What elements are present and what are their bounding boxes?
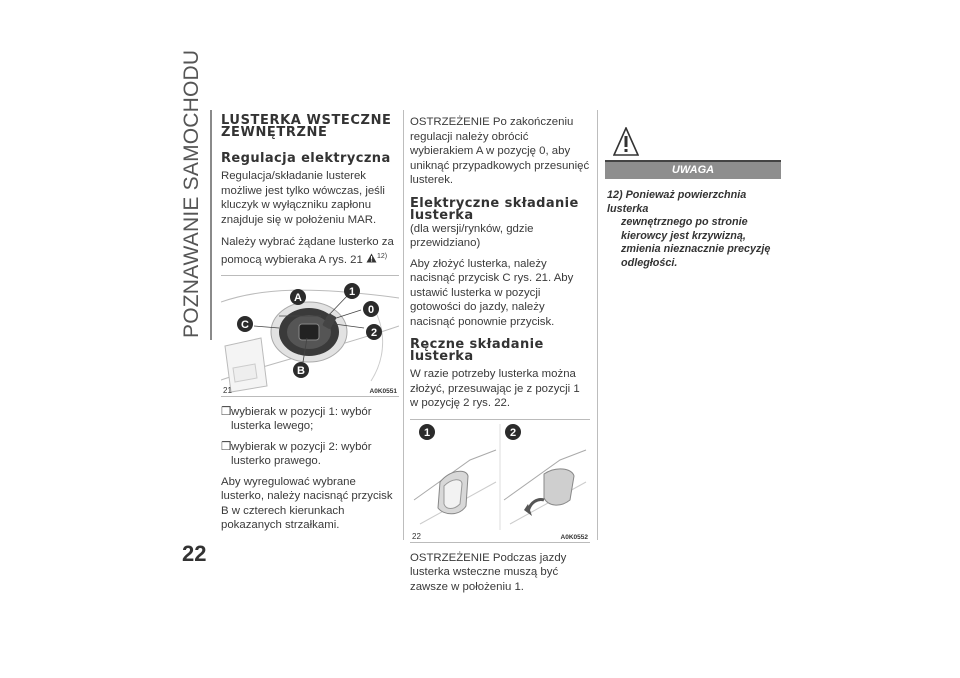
column-divider bbox=[403, 110, 404, 540]
note-number: 12) bbox=[607, 189, 623, 201]
section-heading: LUSTERKA WSTECZNE ZEWNĘTRZNE bbox=[221, 113, 392, 140]
figure-number: 21 bbox=[223, 385, 232, 395]
column-2 bbox=[410, 115, 590, 602]
list-item: ❒ wybierak w pozycji 1: wybór lusterka lewego; bbox=[221, 405, 372, 433]
page-number: 22 bbox=[182, 541, 207, 566]
paragraph: Regulacja/składanie lusterek możliwe jest tylko wówczas, jeśli kluczyk w wyłączniku zapłonu znajduje się w położeniu MAR. bbox=[221, 170, 385, 226]
section-side-tab bbox=[180, 49, 212, 340]
section-title: POZNAWANIE SAMOCHODU bbox=[180, 49, 203, 338]
figure-22 bbox=[410, 419, 590, 543]
subsection-heading: Ręczne składanie lusterka bbox=[410, 337, 544, 364]
column-3 bbox=[605, 115, 781, 270]
paragraph: OSTRZEŻENIE Podczas jazdy lusterka wsteczne muszą być zawsze w położeniu 1. bbox=[410, 551, 567, 593]
paragraph: Aby złożyć lusterka, należy nacisnąć przycisk C rys. 21. Aby ustawić lusterka w pozycji gotowości do jazdy, należy nacisnąć ponownie przycisk. bbox=[410, 257, 574, 328]
paragraph: W razie potrzeby lusterka można złożyć, przesuwając je z pozycji 1 w pozycję 2 rys. 22. bbox=[410, 368, 580, 409]
label-1: 1 bbox=[348, 285, 356, 298]
mirror-folding-illustration bbox=[410, 420, 590, 542]
warning-icon bbox=[366, 253, 377, 263]
label-c: C bbox=[241, 318, 249, 331]
column-divider bbox=[597, 110, 598, 540]
list-item: ❒ wybierak w pozycji 2: wybór lusterko prawego. bbox=[221, 440, 372, 468]
figure-number: 22 bbox=[412, 531, 421, 541]
paragraph: OSTRZEŻENIE Po zakończeniu regulacji należy obrócić wybierakiem A w pozycję 0, aby uniknąć przypadkowych przesunięć lusterek. bbox=[410, 116, 590, 186]
figure-code: A0K0552 bbox=[560, 533, 588, 541]
footnote: 12) Ponieważ powierzchnia lusterka zewnętrznego po stronie kierowcy jest krzywizną, zmienia nieznacznie precyzję odległości. bbox=[607, 189, 771, 269]
subsection-heading: Regulacja elektryczna bbox=[221, 151, 391, 166]
paragraph: Aby wyregulować wybrane lusterko, należy nacisnąć przycisk B w czterech kierunkach pokazanych strzałkami. bbox=[221, 475, 393, 532]
figure-21 bbox=[221, 275, 399, 397]
side-tab-rule bbox=[210, 110, 212, 340]
label-a: A bbox=[294, 291, 302, 304]
mirror-control-illustration bbox=[221, 276, 399, 396]
label-b: B bbox=[297, 364, 305, 377]
heading-note: (dla wersji/rynków, gdzie przewidziano) bbox=[410, 222, 534, 249]
label-2: 2 bbox=[370, 326, 378, 339]
subsection-heading: Elektryczne składanie lusterka bbox=[410, 195, 579, 223]
warning-bar: UWAGA bbox=[605, 160, 781, 179]
note-reference: 12) bbox=[377, 252, 388, 260]
figure-code: A0K0551 bbox=[369, 387, 397, 395]
label-2: 2 bbox=[509, 426, 517, 439]
label-1: 1 bbox=[423, 426, 431, 439]
column-1 bbox=[221, 115, 399, 541]
warning-symbol-area bbox=[605, 115, 781, 160]
label-0: 0 bbox=[367, 303, 375, 316]
paragraph: Należy wybrać żądane lusterko za pomocą wybieraka A rys. 21 $^{12)}$ bbox=[221, 236, 394, 266]
warning-icon bbox=[613, 127, 639, 157]
